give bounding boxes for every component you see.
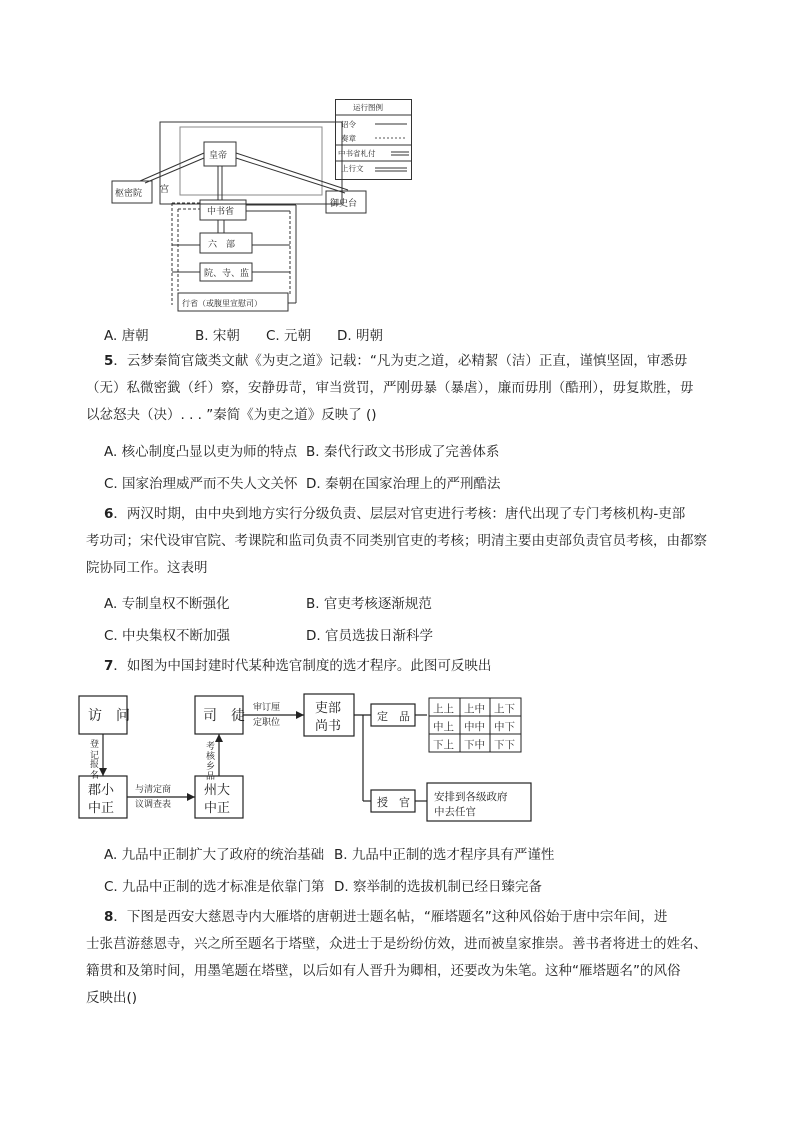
q6-option-d[interactable]: D. 官员选拔日渐科学 <box>306 628 433 644</box>
q6-text-1: ．两汉时期，由中央到地方实行分级负责、层层对官吏进行考核：唐代出现了专门考核机构-吏部 <box>113 506 686 522</box>
palace-label: 宫 <box>160 185 170 195</box>
q5-option-c[interactable]: C. 国家治理威严而不失人文关怀 <box>104 476 298 492</box>
q6-stem-line-1 <box>104 501 744 528</box>
with-clear-label-1: 与清定商 <box>135 785 172 795</box>
emperor-label: 皇帝 <box>209 151 228 161</box>
q5-stem-line-1 <box>104 348 744 375</box>
q6-number: 6 <box>104 506 114 522</box>
legend-title: 运行图例 <box>353 103 383 112</box>
register-char-2: 记 <box>90 751 100 761</box>
q5-stem-line-2: （无）私微密韱（纤）察，安静毋苛，审当赏罚，严刚毋暴（暴虐），廉而毋刖（酷刑），毋复欺胜，毋 <box>86 380 694 396</box>
province-label: 行省（或腹里宣慰司） <box>182 299 262 308</box>
q4-option-c[interactable]: C. 元朝 <box>266 328 312 344</box>
grade-cell: 中中 <box>464 721 485 733</box>
q6-stem-line-3: 院协同工作。这表明 <box>86 560 208 576</box>
state-label-2: 中正 <box>204 801 231 816</box>
q7-option-b[interactable]: B. 九品中正制的选才程序具有严谨性 <box>334 847 555 863</box>
assign-label-2: 中去任官 <box>434 806 476 818</box>
review-char-2: 核 <box>206 752 216 762</box>
q4-option-d[interactable]: D. 明朝 <box>337 328 383 344</box>
nine-rank-procedure-diagram <box>75 688 535 828</box>
q5-text-1: ．云梦秦简官箴类文献《为吏之道》记载：“凡为吏之道，必精絜（洁）正直，谨慎坚固，审悉毋 <box>113 353 688 369</box>
censorate-label: 御史台 <box>330 199 358 209</box>
q5-option-d[interactable]: D. 秦朝在国家治理上的严刑酷法 <box>306 476 501 492</box>
grade-cell: 下下 <box>494 739 515 751</box>
legend-item-memorial: 奏章 <box>341 134 356 143</box>
grade-cell: 下中 <box>464 739 485 751</box>
q4-option-a[interactable]: A. 唐朝 <box>104 328 149 344</box>
q6-option-b[interactable]: B. 官吏考核逐渐规范 <box>306 596 432 612</box>
grade-cell: 上上 <box>433 703 454 715</box>
q8-stem-line-3: 籍贯和及第时间，用墨笔题在塔壁，以后如有人晋升为卿相，还要改为朱笔。这种“雁塔题名”的风俗 <box>86 963 681 979</box>
secretariat-label: 中书省 <box>207 207 235 217</box>
six-ministries-label: 六 部 <box>208 240 236 250</box>
state-label-1: 州大 <box>204 783 231 798</box>
situ-label: 司 徒 <box>203 708 245 724</box>
q6-option-a[interactable]: A. 专制皇权不断强化 <box>104 596 230 612</box>
register-char-4: 名 <box>90 771 100 781</box>
q5-number: 5 <box>104 353 114 369</box>
grade-cell: 上下 <box>494 703 515 715</box>
q8-text-1: ．下图是西安大慈恩寺内大雁塔的唐朝进士题名帖，“雁塔题名”这种风俗始于唐中宗年间，进 <box>113 909 668 925</box>
q5-option-b[interactable]: B. 秦代行政文书形成了完善体系 <box>306 444 500 460</box>
q7-stem <box>104 653 744 680</box>
q6-stem-line-2: 考功司；宋代设审官院、考课院和监司负责不同类别官吏的考核；明清主要由吏部负责官员考核，由都察 <box>86 533 707 549</box>
privy-council-label: 枢密院 <box>115 189 143 199</box>
assign-label-1: 安排到各级政府 <box>434 791 508 803</box>
review-char-3: 乡 <box>206 762 216 772</box>
diagram-legend <box>335 99 415 183</box>
grade-cell: 下上 <box>433 739 454 751</box>
approve-label-1: 审订厘 <box>253 703 281 713</box>
q8-stem-line-1 <box>104 904 744 931</box>
inner-palace-boundary <box>180 127 322 195</box>
q8-number: 8 <box>104 909 114 925</box>
approve-label-2: 定职位 <box>253 718 281 728</box>
review-char-1: 考 <box>206 742 216 752</box>
legend-item-report: 上行文 <box>341 164 364 173</box>
register-char-3: 报 <box>90 760 100 770</box>
visit-label: 访 问 <box>88 708 130 724</box>
set-rank-label: 定 品 <box>377 710 410 723</box>
with-clear-label-2: 议调查表 <box>135 800 172 810</box>
q7-option-d[interactable]: D. 察举制的选拔机制已经日臻完备 <box>334 879 542 895</box>
ministry-label-1: 吏部 <box>315 701 342 716</box>
q7-text: ．如图为中国封建时代某种选官制度的选才程序。此图可反映出 <box>113 658 492 674</box>
appoint-label: 授 官 <box>377 796 410 809</box>
q6-option-c[interactable]: C. 中央集权不断加强 <box>104 628 231 644</box>
q4-option-b[interactable]: B. 宋朝 <box>195 328 240 344</box>
commandery-label-2: 中正 <box>88 801 115 816</box>
q7-option-c[interactable]: C. 九品中正制的选才标准是依靠门第 <box>104 879 325 895</box>
grade-cell: 中下 <box>494 721 515 733</box>
q8-stem-line-4: 反映出() <box>86 990 138 1006</box>
q7-number: 7 <box>104 658 114 674</box>
q8-stem-line-2: 士张莒游慈恩寺，兴之所至题名于塔壁，众进士于是纷纷仿效，进而被皇家推崇。善书者将进士的姓名、 <box>86 936 707 952</box>
register-char-1: 登 <box>90 740 100 750</box>
courts-label: 院、寺、监 <box>204 269 250 279</box>
q5-option-a[interactable]: A. 核心制度凸显以吏为师的特点 <box>104 444 298 460</box>
q7-option-a[interactable]: A. 九品中正制扩大了政府的统治基础 <box>104 847 325 863</box>
grade-cell: 上中 <box>464 703 485 715</box>
legend-item-edict: 诏令 <box>341 120 356 129</box>
q5-stem-line-3: 以忿怒夬（决）. . . ”秦简《为吏之道》反映了 () <box>86 407 377 423</box>
ministry-label-2: 尚书 <box>315 719 342 734</box>
review-char-4: 品 <box>206 772 216 782</box>
commandery-label-1: 郡小 <box>88 783 115 798</box>
grade-cell: 中上 <box>433 721 454 733</box>
legend-item-secretariat-order: 中书省札付 <box>338 149 376 158</box>
